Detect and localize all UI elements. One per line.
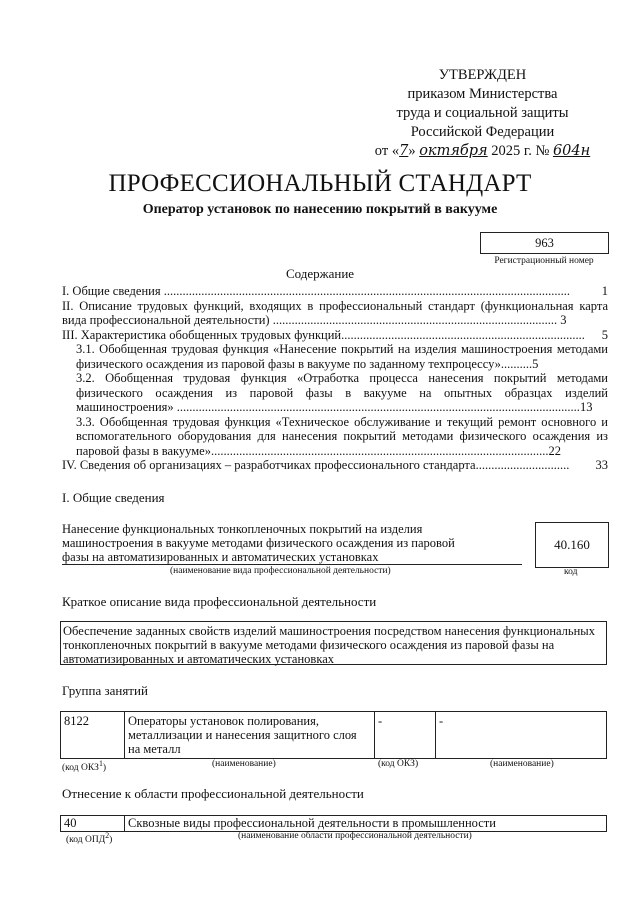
- toc-item[interactable]: IV. Сведения об организациях – разработчиках профессионального стандарта.............................. 33: [62, 458, 608, 472]
- toc-item[interactable]: 3.2. Обобщенная трудовая функция «Отработка процесса нанесения покрытий методами физического осаждения из паровой фазы в вакууме на опытных образцах изделий машиностроения» .................................................................................................................................13: [76, 371, 608, 414]
- approval-line: Российской Федерации: [410, 124, 555, 140]
- activity-code: 40.160: [535, 522, 609, 568]
- okz-name: Операторы установок полирования, металлизации и нанесения защитного слоя на металл: [125, 712, 375, 759]
- opd-name: Сквозные виды профессиональной деятельности в промышленности: [125, 816, 607, 832]
- toc-item[interactable]: III. Характеристика обобщенных трудовых функций.............................................................................. 5: [62, 327, 608, 342]
- order-number: 604н: [552, 143, 591, 159]
- toc-item[interactable]: 3.1. Обобщенная трудовая функция «Нанесение покрытий на изделия машиностроения методами физического осаждения из паровой фазы в вакууме по заданному техпроцессу»..........5: [76, 342, 608, 371]
- okz-name: -: [436, 712, 607, 759]
- group-caption: (наименование): [212, 759, 276, 769]
- area-caption: (код ОПД$^2$): [66, 831, 113, 846]
- activity-area-table: [60, 815, 607, 832]
- activity-caption: (наименование вида профессиональной деятельности): [170, 566, 391, 576]
- table-of-contents: [62, 284, 608, 473]
- registration-number: 963: [480, 232, 609, 254]
- area-heading: Отнесение к области профессиональной деятельности: [62, 786, 364, 801]
- toc-item[interactable]: II. Описание трудовых функций, входящих в профессиональный стандарт (функциональная карта вида профессиональной деятельности) ........................................................................................... 3: [62, 298, 608, 327]
- divider: [62, 564, 522, 565]
- group-caption: (код ОКЗ): [378, 759, 419, 769]
- code-caption: код: [564, 567, 578, 577]
- document-subtitle: Оператор установок по нанесению покрытий в вакууме: [142, 202, 498, 217]
- approval-heading: УТВЕРЖДЕН: [438, 67, 527, 83]
- table-row: [61, 816, 607, 832]
- date-day: 7: [399, 143, 409, 159]
- approval-date: от «7» октября 2025 г. № 604н: [374, 143, 591, 159]
- toc-item[interactable]: I. Общие сведения .................................................................................................................................. 1: [62, 284, 608, 298]
- date-month: октября: [419, 143, 488, 159]
- group-caption: (код ОКЗ$^1$): [62, 759, 107, 774]
- approval-line: приказом Министерства: [407, 86, 558, 102]
- area-caption: (наименование области профессиональной деятельности): [238, 831, 472, 841]
- approval-stamp: [360, 66, 605, 161]
- toc-item[interactable]: 3.3. Обобщенная трудовая функция «Техническое обслуживание и текущий ремонт основного и вспомогательного оборудования для нанесения покрытий методами физического осаждения из паровой фазы в вакууме»............................................................................................................22: [76, 414, 608, 458]
- group-heading: Группа занятий: [62, 683, 148, 698]
- registration-label: Регистрационный номер: [494, 256, 594, 266]
- section-heading: I. Общие сведения: [62, 490, 165, 505]
- brief-description: Обеспечение заданных свойств изделий машиностроения посредством нанесения функциональных тонкопленочных покрытий в вакууме методами физического осаждения из паровой фазы на автоматизированных и автоматических установках: [60, 621, 607, 665]
- okz-code: -: [375, 712, 436, 759]
- table-row: [61, 712, 607, 759]
- document-title: ПРОФЕССИОНАЛЬНЫЙ СТАНДАРТ: [108, 170, 532, 197]
- toc-heading: Содержание: [285, 266, 355, 281]
- opd-code: 40: [61, 816, 125, 832]
- okz-code: 8122: [61, 712, 125, 759]
- occupation-group-table: [60, 711, 607, 759]
- group-caption: (наименование): [490, 759, 554, 769]
- brief-heading: Краткое описание вида профессиональной деятельности: [62, 594, 377, 609]
- activity-name: Нанесение функциональных тонкопленочных покрытий на изделия машиностроения в вакууме методами физического осаждения из паровой фазы на автоматизированных и автоматических установках: [62, 522, 455, 564]
- approval-line: труда и социальной защиты: [396, 105, 569, 121]
